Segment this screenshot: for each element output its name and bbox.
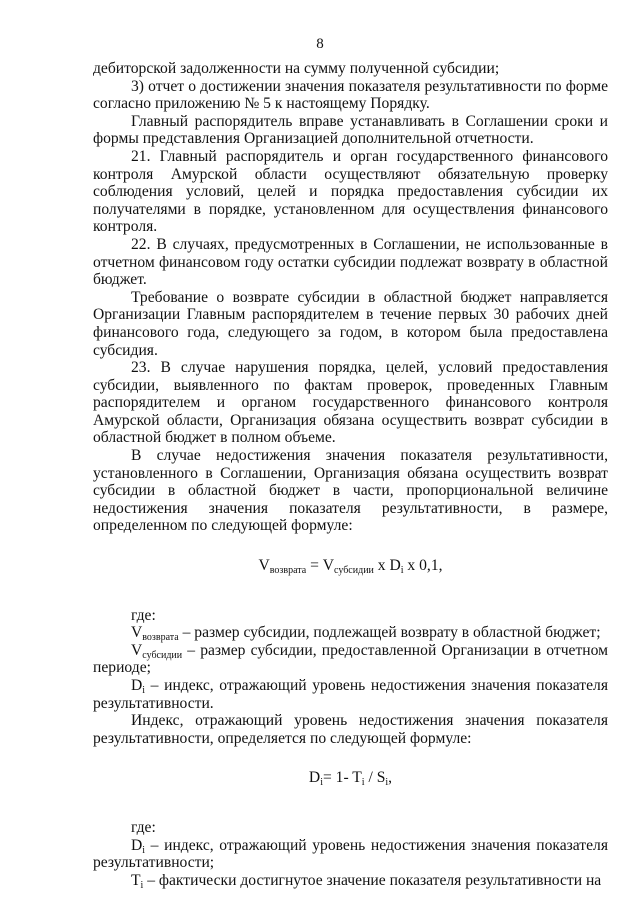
paragraph: дебиторской задолженности на сумму полученной субсидии; [93, 60, 500, 77]
definition: $D_i$ – индекс, отражающий уровень недостижения значения показателя результативности. [93, 677, 608, 712]
definition: $V_{субсидии}$ – размер субсидии, предоставленной Организации в отчетном периоде; [93, 641, 608, 677]
paragraph: 3) отчет о достижении значения показателя результативности по форме согласно приложению № 5 к настоящему Порядку. [93, 77, 608, 113]
paragraph: Индекс, отражающий уровень недостижения значения показателя результативности, определяется по следующей формуле: [93, 712, 608, 747]
definition: $V_{возврата}$ – размер субсидии, подлежащей возврату в областной бюджет; [131, 624, 601, 644]
formula-return-amount: $V_{возврата} = V_{субсидии}$ x $D_i$ x 0,1, [258, 557, 443, 577]
paragraph: Требование о возврате субсидии в областной бюджет направляется Организации Главным распорядителем в течение первых 30 рабочих дней финансового года, следующего за годом, в котором была предоставлена субсидия. [93, 288, 608, 359]
paragraph: Главный распорядитель вправе устанавливать в Соглашении сроки и формы представления Организацией дополнительной отчетности. [93, 112, 608, 148]
paragraph: В случае недостижения значения показателя результативности, установленного в Соглашении, Организация обязана осуществить возврат субсидии в областной бюджет в части, пропорциональной величине недостижения значения показателя результативности, в размере, определенном по следующей формуле: [93, 447, 608, 535]
formula-index: $D_i= 1-$ $T_i / S_i$, [308, 769, 393, 789]
page-number: 8 [316, 36, 324, 52]
paragraph: 22. В случаях, предусмотренных в Соглашении, не использованные в отчетном финансовом году остатки субсидии подлежат возврату в областной бюджет. [93, 235, 608, 289]
document-body [93, 60, 608, 889]
definition: $T_i$ – фактически достигнутое значение показателя результативности на [131, 871, 602, 891]
paragraph: 21. Главный распорядитель и орган государственного финансового контроля Амурской области осуществляют обязательную проверку соблюдения условий, целей и порядка предоставления субсидии их получателями в порядке, установленном для осуществления финансового контроля. [93, 147, 608, 236]
definition: $D_i$ – индекс, отражающий уровень недостижения значения показателя результативности; [93, 836, 608, 872]
paragraph: 23. В случае нарушения порядка, целей, условий предоставления субсидии, выявленного по фактам проверок, проведенных Главным распорядителем и органом государственного финансового контроля Амурской области, Организация обязана осуществить возврат субсидии в областной бюджет в полном объеме. [93, 359, 608, 447]
where-label: где: [131, 606, 156, 624]
where-label: где: [131, 818, 156, 836]
